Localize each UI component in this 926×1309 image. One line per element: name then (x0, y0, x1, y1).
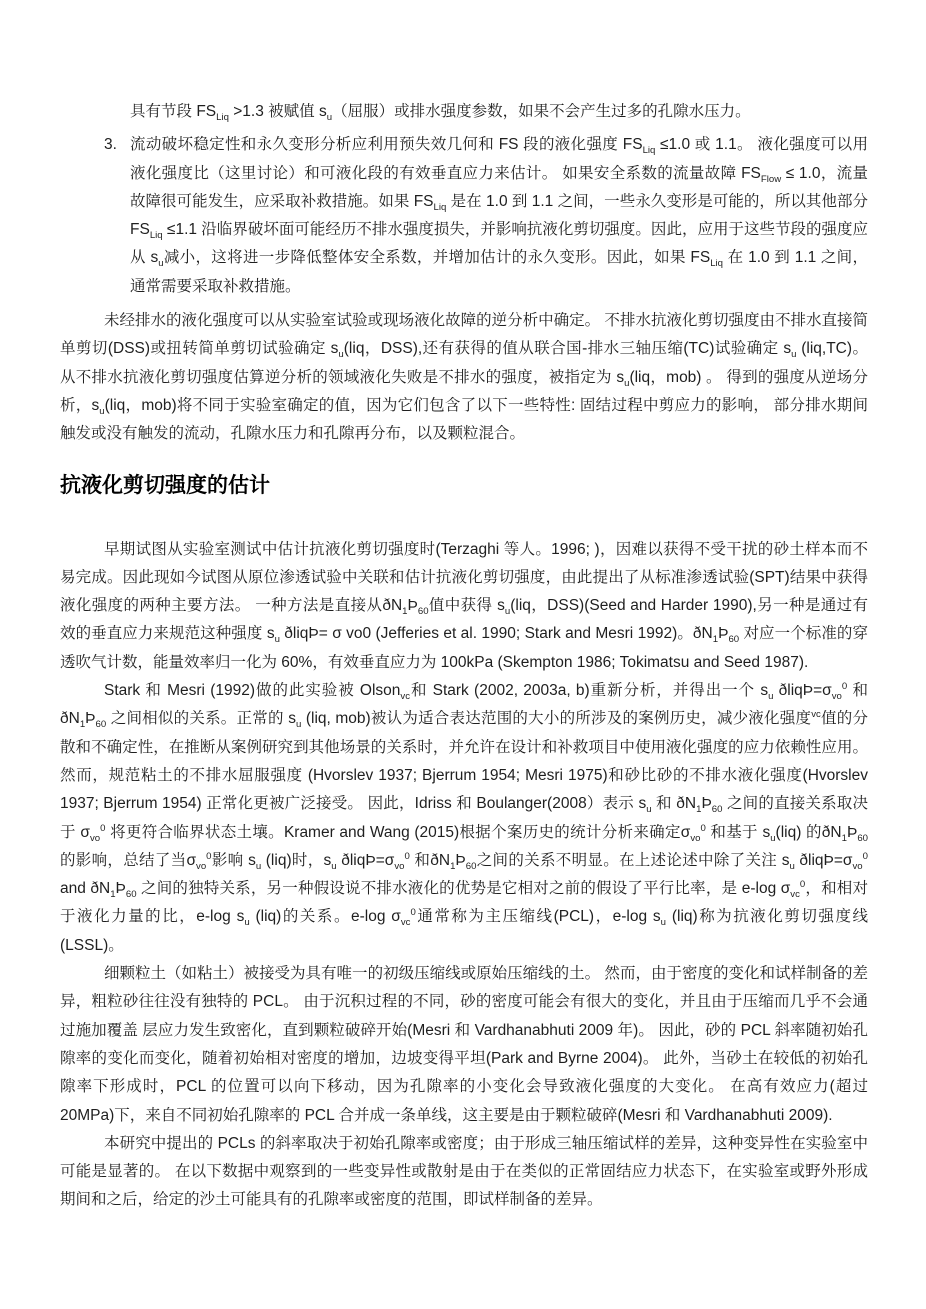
subscript: Liq (642, 145, 656, 157)
subscript: u (660, 917, 667, 929)
paragraph-this-study: 本研究中提出的 PCLs 的斜率取决于初始孔隙率或密度；由于形成三轴压缩试样的差异，这种变异性在实验室中可能是显著的。 在以下数据中观察到的一些变异性或散射是由于在类似的正常固结应力状态下，在实验室或野外形成期间和之后，给定的沙土可能具有的孔隙率或密度的范围，即试样制备的差异。 (60, 1134, 868, 1209)
subscript: u (326, 112, 333, 124)
subscript: 1 (110, 889, 116, 901)
subscript: vc (400, 691, 410, 703)
section-heading: 抗液化剪切强度的估计 (60, 473, 270, 497)
subscript: vo (196, 860, 207, 872)
subscript: vo (394, 860, 405, 872)
subscript: u (789, 860, 795, 872)
subscript: u (274, 634, 280, 646)
superscript: vc (811, 709, 821, 721)
paragraph-early-attempts: 早期试图从实验室测试中估计抗液化剪切强度时(Terzaghi 等人。1996; )，因难以获得不受干扰的砂土样本而不易完成。因此现如今试图从原位渗透试验中关联和估计抗液化剪切强度，由此提出了从标准渗透试验(SPT)结果中获得液化强度的两种主要方法。 一种方法是直接从$ðN_1Þ_{60}$值中获得 $s_u(liq$，DSS)(Seed and Harder 1990),另一种是通过有效的垂直应力来规范这种强度 $s_u$ ðliqÞ= σ vo0 (Jefferies et al. 1990; Stark and Mesri 1992)。$ðN_1Þ_{60}$ 对应一个标准的穿透吹气计数，能量效率归一化为 60%，有效垂直应力为 100kPa (Skempton 1986; Tokimatsu and Seed 1987). (60, 540, 868, 671)
subscript: vc (790, 889, 800, 901)
list-item-3-text: 流动破坏稳定性和永久变形分析应利用预失效几何和 FS 段的液化强度 $FS_{Liq} \le 1.0$ 或 1.1。 液化强度可以用液化强度比（这里讨论）和可液化段的有效垂直应力来估计。 如果安全系数的流量故障 $FS_{Flow} \le 1.0$，流量故障很可能发生，应采取补救措施。如果 $FS_{Liq}$ 是在 1.0 到 1.1 之间，一些永久变形是可能的，所以其他部分 $FS_{Liq} \le 1.1$ 沿临界破坏面可能经历不排水强度损失，并影响抗液化剪切强度。因此，应用于这些节段的强度应从 $s_u$减小，这将进一步降低整体安全系数，并增加估计的永久变形。因此，如果 $FS_{Liq}$ 在 1.0 到 1.1 之间，通常需要采取补救措施。 (130, 136, 868, 295)
subscript: 1 (79, 719, 86, 731)
superscript: 0 (841, 680, 848, 692)
subscript: u (255, 860, 262, 872)
subscript: 1 (696, 804, 702, 816)
subscript: 60 (857, 832, 868, 844)
subscript: u (244, 917, 250, 929)
subscript: u (791, 349, 797, 361)
subscript: 1 (450, 860, 456, 872)
subscript: Liq (710, 258, 724, 270)
subscript: u (624, 377, 630, 389)
subscript: 60 (417, 606, 429, 618)
subscript: 60 (95, 719, 107, 731)
superscript: 0 (100, 822, 106, 834)
subscript: vc (400, 917, 411, 929)
subscript: u (338, 349, 344, 361)
subscript: 1 (841, 832, 847, 844)
subscript: vo (89, 832, 101, 844)
subscript: u (646, 804, 652, 816)
paragraph-stark-mesri: Stark 和 Mesri (1992)做的此实验被 Olson$_{vc}$和 Stark (2002, 2003a, b)重新分析，并得出一个 $s_u$ $ðliqÞ=\sigma_{vo}^0$ 和 $ðN_1Þ_{60}$ 之间相似的关系。正常的 $s_u$ (liq, mob)被认为适合表达范围的大小的所涉及的案例历史，减少液化强度$^{vc}$值的分散和不确定性，在推断从案例研究到其他场景的关系时，并允许在设计和补救项目中使用液化强度的应力依赖性应用。 然而，规范粘土的不排水屈服强度 (Hvorslev 1937; Bjerrum 1954; Mesri 1975)和砂比砂的不排水液化强度(Hvorslev 1937; Bjerrum 1954) 正常化更被广泛接受。 因此，Idriss 和 Boulanger(2008）表示 $s_u$ 和 $ðN_1Þ_{60}$ 之间的直接关系取决于 $\sigma_{vo}^0$ 将更符合临界状态土壤。Kramer and Wang (2015)根据个案历史的统计分析来确定$\sigma_{vo}^0$ 和基于 $s_u(liq)$ 的$ðN_1Þ_{60}$ 的影响，总结了当$\sigma_{vo}^0$影响 $s_u$ (liq)时，$s_u$ $ðliqÞ=\sigma_{vo}^0$ 和$ðN_1Þ_{60}$之间的关系不明显。在上述论述中除了关注 $s_u$ $ðliqÞ=\sigma_{vo}^0$ and $ðN_1Þ_{60}$ 之间的独特关系，另一种假设说不排水液化的优势是它相对之前的假设了平行比率，是 e-log $\sigma_{vc}^0$，和相对于液化力量的比，e-log $s_u$ (liq)的关系。e-log $\sigma_{vc}^0$通常称为主压缩线(PCL)，e-log $s_u$ (liq)称为抗液化剪切强度线(LSSL)。 (60, 680, 868, 954)
superscript: 0 (862, 850, 868, 862)
superscript: 0 (206, 850, 212, 862)
subscript: 60 (465, 860, 477, 872)
subscript: Liq (149, 230, 163, 242)
superscript: 0 (404, 850, 410, 862)
subscript: vo (831, 691, 842, 703)
subscript: u (504, 606, 511, 618)
subscript: u (770, 832, 776, 844)
subscript: vo (852, 860, 863, 872)
subscript: u (158, 258, 164, 270)
list-item-3-marker: 3. (104, 136, 117, 154)
superscript: 0 (410, 907, 416, 919)
list-item-3 (60, 131, 868, 301)
superscript: 0 (799, 878, 806, 890)
subscript: vo (690, 832, 701, 844)
superscript: 0 (700, 822, 706, 834)
subscript: 60 (711, 804, 723, 816)
subscript: Flow (760, 173, 782, 185)
subscript: 60 (728, 634, 740, 646)
paragraph-undrained-strength: 未经排水的液化强度可以从实验室试验或现场液化故障的逆分析中确定。 不排水抗液化剪切强度由不排水直接简单剪切(DSS)或扭转简单剪切试验确定 $s_u(liq$，DSS),还有获得的值从联合国-排水三轴压缩(TC)试验确定 $s_u$ (liq,TC)。 从不排水抗液化剪切强度估算逆分析的领域液化失败是不排水的强度，被指定为 $s_u(liq$，mob) 。 得到的强度从逆场分析，$s_u(liq$，mob)将不同于实验室确定的值，因为它们包含了以下一些特性: 固结过程中剪应力的影响， 部分排水期间触发或没有触发的流动，孔隙水压力和孔隙再分布，以及颗粒混合。 (60, 312, 868, 443)
list-item-2-continuation: 具有节段 $FS_{Liq} >1.3$ 被赋值 $s_u$（屈服）或排水强度参数，如果不会产生过多的孔隙水压力。 (130, 103, 751, 124)
subscript: 1 (402, 606, 408, 618)
subscript: Liq (216, 112, 229, 124)
subscript: 1 (712, 634, 719, 646)
subscript: u (331, 860, 337, 872)
subscript: u (99, 406, 105, 418)
subscript: u (295, 719, 302, 731)
paragraph-fine-grained-soil: 细颗粒土（如粘土）被接受为具有唯一的初级压缩线或原始压缩线的土。 然而，由于密度的变化和试样制备的差异，粗粒砂往往没有独特的 PCL。 由于沉积过程的不同，砂的密度可能会有很大的变化，并且由于压缩而几乎不会通过施加覆盖 层应力发生致密化，直到颗粒破碎开始(Mesri 和 Vardhanabhuti 2009 年)。 因此，砂的 PCL 斜率随初始孔隙率的变化而变化，随着初始相对密度的增加，边坡变得平坦(Park and Byrne 2004)。 此外，当砂土在较低的初始孔隙率下形成时，PCL 的位置可以向下移动，因为孔隙率的小变化会导致液化强度的大变化。 在高有效应力(超过 20MPa)下，来自不同初始孔隙率的 PCL 合并成一条单线，这主要是由于颗粒破碎(Mesri 和 Vardhanabhuti 2009). (60, 965, 868, 1124)
subscript: Liq (433, 201, 447, 213)
subscript: 60 (125, 889, 137, 901)
subscript: u (768, 691, 774, 703)
